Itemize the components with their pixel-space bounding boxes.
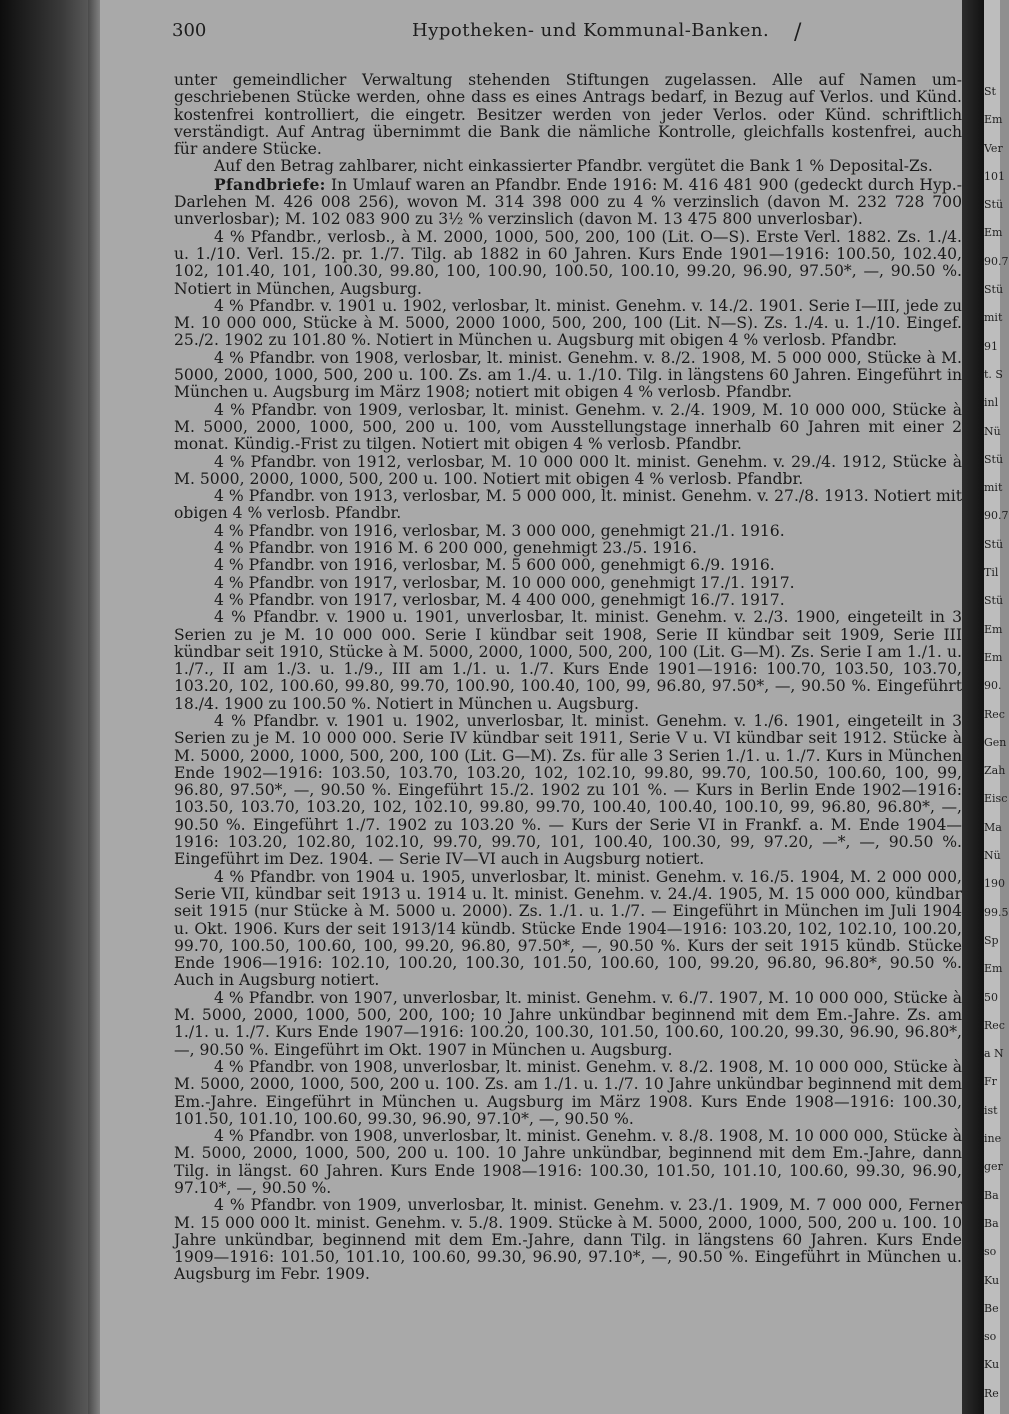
neighbor-fragment-text: Eisc bbox=[984, 792, 1008, 806]
neighbor-fragment-text: Ver bbox=[984, 141, 1003, 155]
neighbor-fragment-text: Stü bbox=[984, 594, 1004, 608]
neighbor-fragment-text: Em bbox=[984, 650, 1003, 664]
paragraph: 4 % Pfandbr. von 1917, verlosbar, M. 10 000 000, genehmigt 17./1. 1917. bbox=[214, 573, 795, 592]
neighbor-fragment-text: 99.5 bbox=[984, 905, 1009, 919]
paragraph-text: In Umlauf waren an Pfandbr. Ende 1916: M. 416 481 900 (gedeckt durch Hyp.-Darlehen M. 426 008 256), wovon M. 314 398 000 zu 4 % verzinslich (davon M. 232 728 700 unverlosbar); M. 102 083 900 zu 3½ % verzinslich (davon M. 13 475 800 unverlosbar). bbox=[174, 175, 962, 229]
handwritten-mark: / bbox=[794, 20, 802, 45]
neighbor-fragment-text: Fr bbox=[984, 1075, 997, 1089]
book-spine-shadow bbox=[0, 0, 88, 1414]
paragraph: Auf den Betrag zahlbarer, nicht einkassierter Pfandbr. vergütet die Bank 1 % Deposital-Zs. bbox=[214, 157, 933, 176]
paragraph: 4 % Pfandbr. von 1909, verlosbar, lt. minist. Genehm. v. 2./4. 1909, M. 10 000 000, Stücke à M. 5000, 2000, 1000, 500, 200 u. 100, vom Ausstellungstage innerhalb 60 Jahren mit einer 2 monat. Kündig.-Frist zu tilgen. Notiert mit obigen 4 % verlosb. Pfandbr. bbox=[174, 400, 962, 454]
page-number: 300 bbox=[172, 20, 207, 41]
neighbor-fragment-text: so bbox=[984, 1245, 997, 1259]
paragraph: 4 % Pfandbr. von 1912, verlosbar, M. 10 000 000 lt. minist. Genehm. v. 29./4. 1912, Stücke à M. 5000, 2000, 1000, 500, 200 u. 100. Notiert mit obigen 4 % verlosb. Pfandbr. bbox=[174, 452, 962, 488]
neighbor-fragment-text: 90.7 bbox=[984, 509, 1009, 523]
neighbor-fragment-text: Ku bbox=[984, 1358, 1000, 1372]
neighbor-fragment-text: Nü bbox=[984, 424, 1001, 438]
neighbor-fragment-text: ine bbox=[984, 1132, 1002, 1146]
neighbor-fragment-text: Rec bbox=[984, 707, 1005, 721]
neighbor-fragment-text: Ba bbox=[984, 1216, 999, 1230]
neighbor-fragment-text: Stü bbox=[984, 198, 1004, 212]
neighbor-fragment-text: inl bbox=[984, 396, 999, 410]
neighbor-fragment-text: Stü bbox=[984, 283, 1004, 297]
paragraph: 4 % Pfandbr. von 1908, unverlosbar, lt. minist. Genehm. v. 8./2. 1908, M. 10 000 000, Stücke à M. 5000, 2000, 1000, 500, 200 u. 100. Zs. am 1./1. u. 1./7. 10 Jahre unkündbar beginnend mit dem Em.-Jahre. Eingeführt in München u. Augsburg im März 1908. Kurs Ende 1908—1916: 100.30, 101.50, 101.10, 100.60, 99.30, 96.90, 97.10*, —, 90.50 %. bbox=[174, 1057, 962, 1128]
neighbor-fragment-text: Em bbox=[984, 622, 1003, 636]
neighbor-fragment-text: 90. bbox=[984, 679, 1002, 693]
paragraph-pfandbriefe bbox=[174, 176, 962, 229]
paragraph: 4 % Pfandbr. von 1909, unverlosbar, lt. minist. Genehm. v. 23./1. 1909, M. 7 000 000, Ferner M. 15 000 000 lt. minist. Genehm. v. 5./8. 1909. Stücke à M. 5000, 2000, 1000, 500, 200 u. 100. 10 Jahre unkündbar, beginnend mit dem Em.-Jahre, dann Tilg. in längstens 60 Jahren. Kurs Ende 1909—1916: 101.50, 101.10, 100.60, 99.30, 96.90, 97.10*, —, 90.50 %. Eingeführt in München u. Augsburg im Febr. 1909. bbox=[174, 1196, 962, 1284]
neighbor-fragment-text: Be bbox=[984, 1301, 999, 1315]
paragraph: 4 % Pfandbr. von 1917, verlosbar, M. 4 400 000, genehmigt 16./7. 1917. bbox=[214, 590, 785, 609]
neighbor-fragment-text: 91 bbox=[984, 339, 998, 353]
neighbor-fragment-text: 50 bbox=[984, 990, 998, 1004]
neighbor-fragment-text: 190 bbox=[984, 877, 1005, 891]
section-label: Pfandbriefe: bbox=[214, 174, 326, 194]
page-edge-shadow bbox=[962, 0, 984, 1414]
neighbor-fragment-text: Gen bbox=[984, 735, 1007, 749]
paragraph: 4 % Pfandbr. von 1907, unverlosbar, lt. minist. Genehm. v. 6./7. 1907, M. 10 000 000, Stücke à M. 5000, 2000, 1000, 500, 200, 100; 10 Jahre unkündbar beginnend mit dem Em.-Jahre. Zs. am 1./1. u. 1./7. Kurs Ende 1907—1916: 100.20, 100.30, 101.50, 100.60, 100.20, 99.30, 96.90, 96.80*, —, 90.50 %. Eingeführt im Okt. 1907 in München u. Augsburg. bbox=[174, 988, 962, 1059]
neighbor-fragment-text: ger bbox=[984, 1160, 1003, 1174]
neighbor-fragment-text: t. S bbox=[984, 367, 1003, 381]
paragraph: 4 % Pfandbr. v. 1900 u. 1901, unverlosbar, lt. minist. Genehm. v. 2./3. 1900, eingeteilt in 3 Serien zu je M. 10 000 000. Serie I kündbar seit 1908, Serie II kündbar seit 1909, Serie III kündbar seit 1910, Stücke à M. 5000, 2000, 1000, 500, 200, 100 (Lit. G—M). Zs. Serie I am 1./1. u. 1./7., II am 1./3. u. 1./9., III am 1./1. u. 1./7. Kurs Ende 1901—1916: 100.70, 103.50, 103.70, 103.20, 102, 100.60, 99.80, 99.70, 100.90, 100.40, 100, 99, 96.80, 97.50*, —, 90.50 %. Eingeführt 18./4. 1900 zu 100.50 %. Notiert in München u. Augsburg. bbox=[174, 608, 962, 713]
neighbor-fragment-text: 90.7 bbox=[984, 254, 1009, 268]
neighbor-fragment-text: so bbox=[984, 1330, 997, 1344]
neighbor-fragment-text: Ku bbox=[984, 1273, 1000, 1287]
neighbor-fragment-text: Nü bbox=[984, 849, 1001, 863]
paragraph: 4 % Pfandbr. v. 1901 u. 1902, unverlosbar, lt. minist. Genehm. v. 1./6. 1901, eingeteilt in 3 Serien zu je M. 10 000 000. Serie IV kündbar seit 1911, Serie V u. VI kündbar seit 1912. Stücke à M. 5000, 2000, 1000, 500, 200, 100 (Lit. G—M). Zs. für alle 3 Serien 1./1. u. 1./7. Kurs in München Ende 1902—1916: 103.50, 103.70, 103.20, 102, 102.10, 99.80, 99.70, 100.50, 100.60, 100, 99, 96.80, 97.50*, —, 90.50 %. Eingeführt 15./2. 1902 zu 101 %. — Kurs in Berlin Ende 1902—1916: 103.50, 103.70, 103.20, 102, 102.10, 99.80, 99.70, 100.40, 100.40, 100.10, 99, 96.80, 96.80*, —, 90.50 %. Eingeführt 1./7. 1902 zu 103.20 %. — Kurs der Serie VI in Frankf. a. M. Ende 1904—1916: 103.20, 102.80, 102.10, 99.70, 99.70, 101, 100.40, 100.30, 99, 97.20, —*, —, 90.50 %. Eingeführt im Dez. 1904. — Serie IV—VI auch in Augsburg notiert. bbox=[174, 711, 962, 869]
neighbor-fragment-text: Sp bbox=[984, 933, 999, 947]
neighbor-fragment-text: Stü bbox=[984, 452, 1004, 466]
neighbor-fragment-text: Em bbox=[984, 962, 1003, 976]
neighbor-fragment-text: Ma bbox=[984, 820, 1002, 834]
paragraph: unter gemeindlicher Verwaltung stehenden Stiftungen zugelassen. Alle auf Namen umgeschriebenen Stücke werden, ohne dass es eines Antrags bedarf, in Bezug auf Verlos. und Künd. kostenfrei kontrolliert, die eingetr. Besitzer werden von jeder Verlos. oder Künd. schriftlich verständigt. Auf Antrag übernimmt die Bank die nämliche Kontrolle, gleichfalls kostenfrei, auch für andere Stücke. bbox=[174, 71, 962, 159]
neighbor-page-fragment bbox=[984, 0, 1009, 1414]
neighbor-fragment-text: 101 bbox=[984, 169, 1005, 183]
paragraph: 4 % Pfandbr. von 1916 M. 6 200 000, genehmigt 23./5. 1916. bbox=[214, 539, 697, 558]
neighbor-fragment-text: St bbox=[984, 85, 996, 98]
neighbor-fragment-text: Stü bbox=[984, 537, 1004, 551]
neighbor-fragment-text: Em bbox=[984, 226, 1003, 240]
paragraph: 4 % Pfandbr. von 1913, verlosbar, M. 5 000 000, lt. minist. Genehm. v. 27./8. 1913. Notiert mit obigen 4 % verlosb. Pfandbr. bbox=[174, 487, 962, 523]
paragraph: 4 % Pfandbr., verlosb., à M. 2000, 1000, 500, 200, 100 (Lit. O—S). Erste Verl. 1882. Zs. 1./4. u. 1./10. Verl. 15./2. pr. 1./7. Tilg. ab 1882 in 60 Jahren. Kurs Ende 1901—1916: 100.50, 102.40, 102, 101.40, 101, 100.30, 99.80, 100, 100.90, 100.50, 100.10, 99.20, 96.90, 97.50*, —, 90.50 %. Notiert in München, Augsburg. bbox=[174, 227, 962, 298]
page-header bbox=[172, 20, 962, 48]
paragraph: 4 % Pfandbr. von 1916, verlosbar, M. 3 000 000, genehmigt 21./1. 1916. bbox=[214, 521, 785, 540]
neighbor-fragment-text: Em bbox=[984, 113, 1003, 127]
neighbor-fragment-text: Zah bbox=[984, 764, 1006, 778]
neighbor-fragment-text: mit bbox=[984, 311, 1003, 325]
neighbor-fragment-text: Rec bbox=[984, 1018, 1005, 1032]
paragraph: 4 % Pfandbr. von 1908, verlosbar, lt. minist. Genehm. v. 8./2. 1908, M. 5 000 000, Stücke à M. 5000, 2000, 1000, 500, 200 u. 100. Zs. am 1./4. u. 1./10. Tilg. in längstens 60 Jahren. Eingeführt in München u. Augsburg im März 1908; notiert mit obigen 4 % verlosb. Pfandbr. bbox=[174, 348, 962, 402]
neighbor-fragment-text: Til bbox=[984, 566, 999, 580]
body-text bbox=[174, 72, 962, 1284]
neighbor-fragment-text: mit bbox=[984, 481, 1003, 495]
neighbor-fragment-text: Ba bbox=[984, 1188, 999, 1202]
neighbor-fragment-text: Re bbox=[984, 1386, 999, 1400]
neighbor-fragment-text: ist bbox=[984, 1103, 998, 1117]
paragraph: 4 % Pfandbr. v. 1901 u. 1902, verlosbar, lt. minist. Genehm. v. 14./2. 1901. Serie I—III, jede zu M. 10 000 000, Stücke à M. 5000, 2000 1000, 500, 200, 100 (Lit. N—S). Zs. 1./4. u. 1./10. Eingef. 25./2. 1902 zu 101.80 %. Notiert in München u. Augsburg mit obigen 4 % verlosb. Pfandbr. bbox=[174, 296, 962, 350]
paragraph: 4 % Pfandbr. von 1904 u. 1905, unverlosbar, lt. minist. Genehm. v. 16./5. 1904, M. 2 000 000, Serie VII, kündbar seit 1913 u. 1914 u. lt. minist. Genehm. v. 24./4. 1905, M. 15 000 000, kündbar seit 1915 (nur Stücke à M. 5000 u. 2000). Zs. 1./1. u. 1./7. — Eingeführt in München im Juli 1904 u. Okt. 1906. Kurs der seit 1913/14 kündb. Stücke Ende 1904—1916: 103.20, 102, 102.10, 100.20, 99.70, 100.50, 100.60, 100, 99.20, 96.80, 97.50*, —, 90.50 %. Kurs der seit 1915 kündb. Stücke Ende 1906—1916: 102.10, 100.20, 100.30, 101.50, 100.60, 100, 99.20, 96.80, 96.80*, 90.50 %. Auch in Augsburg notiert. bbox=[174, 867, 962, 990]
paragraph: 4 % Pfandbr. von 1916, verlosbar, M. 5 600 000, genehmigt 6./9. 1916. bbox=[214, 556, 775, 575]
paragraph: 4 % Pfandbr. von 1908, unverlosbar, lt. minist. Genehm. v. 8./8. 1908, M. 10 000 000, Stücke à M. 5000, 2000, 1000, 500, 200 u. 100. 10 Jahre unkündbar, beginnend mit dem Em.-Jahre, dann Tilg. in längst. 60 Jahren. Kurs Ende 1908—1916: 100.30, 101.50, 101.10, 100.60, 99.30, 96.90, 97.10*, —, 90.50 %. bbox=[174, 1127, 962, 1197]
neighbor-fragment-text: a N bbox=[984, 1047, 1004, 1061]
running-head: Hypotheken- und Kommunal-Banken. bbox=[412, 20, 770, 41]
